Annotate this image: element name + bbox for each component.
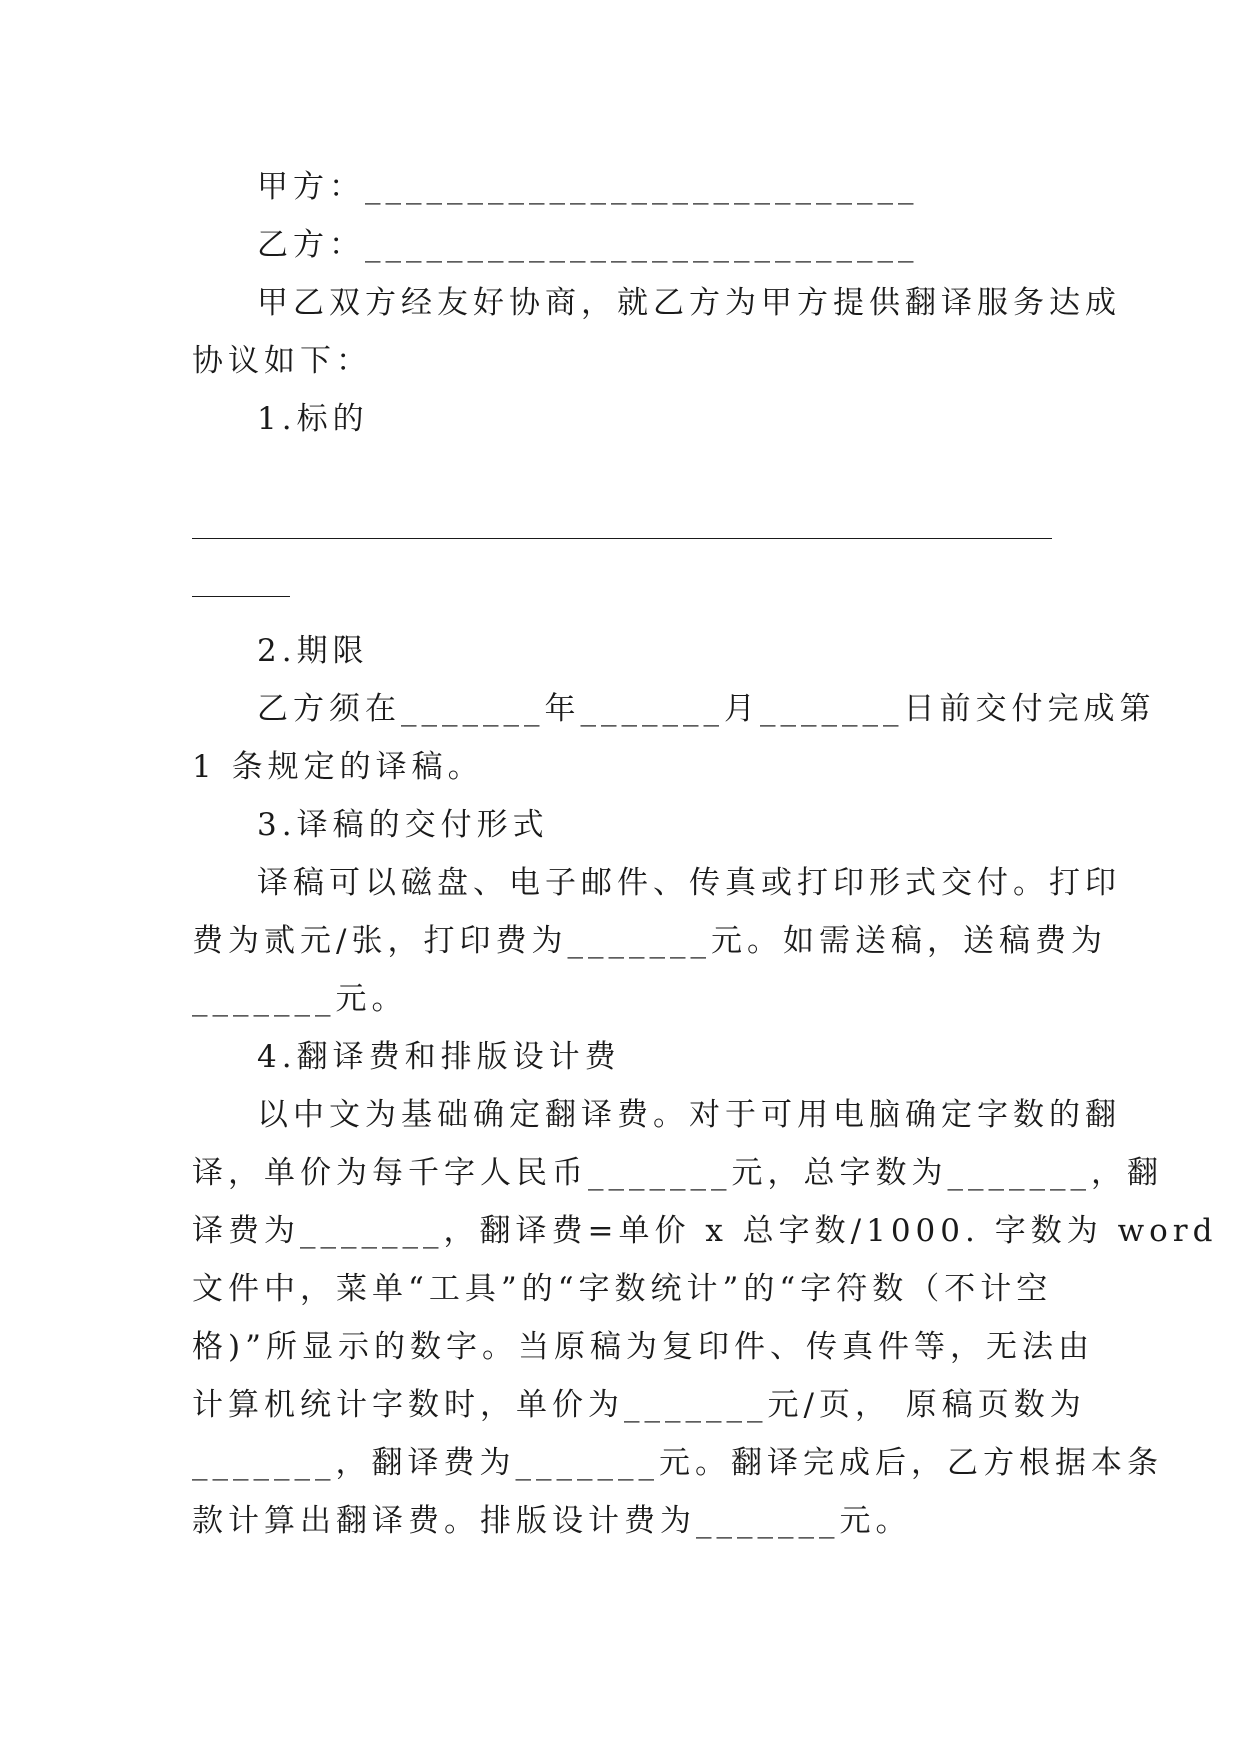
party-b-line: 乙方：___________________________ — [257, 227, 919, 263]
section-3-paragraph-line-1: 译稿可以磁盘、电子邮件、传真或打印形式交付。打印 — [257, 865, 1121, 901]
section-4-paragraph-line-6: 计算机统计字数时，单价为_______元/页， 原稿页数为 — [192, 1387, 1086, 1423]
section-2-title: 2.期限 — [257, 633, 369, 669]
section-4-title: 4.翻译费和排版设计费 — [257, 1039, 621, 1075]
section-4-paragraph-line-3: 译费为_______，翻译费=单价 x 总字数/1000. 字数为 word — [192, 1213, 1218, 1249]
section-3-paragraph-line-2: 费为贰元/张，打印费为_______元。如需送稿，送稿费为 — [192, 923, 1107, 959]
party-a-line: 甲方：___________________________ — [257, 169, 919, 205]
section-3-title: 3.译稿的交付形式 — [257, 807, 549, 843]
section-2-paragraph-line-1: 乙方须在_______年_______月_______日前交付完成第 — [257, 691, 1156, 727]
section-4-paragraph-line-8: 款计算出翻译费。排版设计费为_______元。 — [192, 1503, 912, 1539]
section-4-paragraph-line-7: _______，翻译费为_______元。翻译完成后，乙方根据本条 — [192, 1445, 1163, 1481]
subject-blank-line-continued — [192, 596, 290, 597]
section-3-paragraph-line-3: _______元。 — [192, 981, 408, 1017]
intro-paragraph-line-2: 协议如下： — [192, 343, 372, 379]
section-1-title: 1.标的 — [257, 401, 369, 437]
section-4-paragraph-line-4: 文件中，菜单“工具”的“字数统计”的“字符数（不计空 — [192, 1271, 1053, 1307]
section-4-paragraph-line-2: 译，单价为每千字人民币_______元，总字数为_______，翻 — [192, 1155, 1163, 1191]
section-2-paragraph-line-2: 1 条规定的译稿。 — [192, 749, 484, 785]
section-4-paragraph-line-1: 以中文为基础确定翻译费。对于可用电脑确定字数的翻 — [257, 1097, 1121, 1133]
subject-blank-line — [192, 538, 1052, 539]
section-4-paragraph-line-5: 格)”所显示的数字。当原稿为复印件、传真件等，无法由 — [192, 1329, 1094, 1365]
intro-paragraph-line-1: 甲乙双方经友好协商，就乙方为甲方提供翻译服务达成 — [257, 285, 1121, 321]
